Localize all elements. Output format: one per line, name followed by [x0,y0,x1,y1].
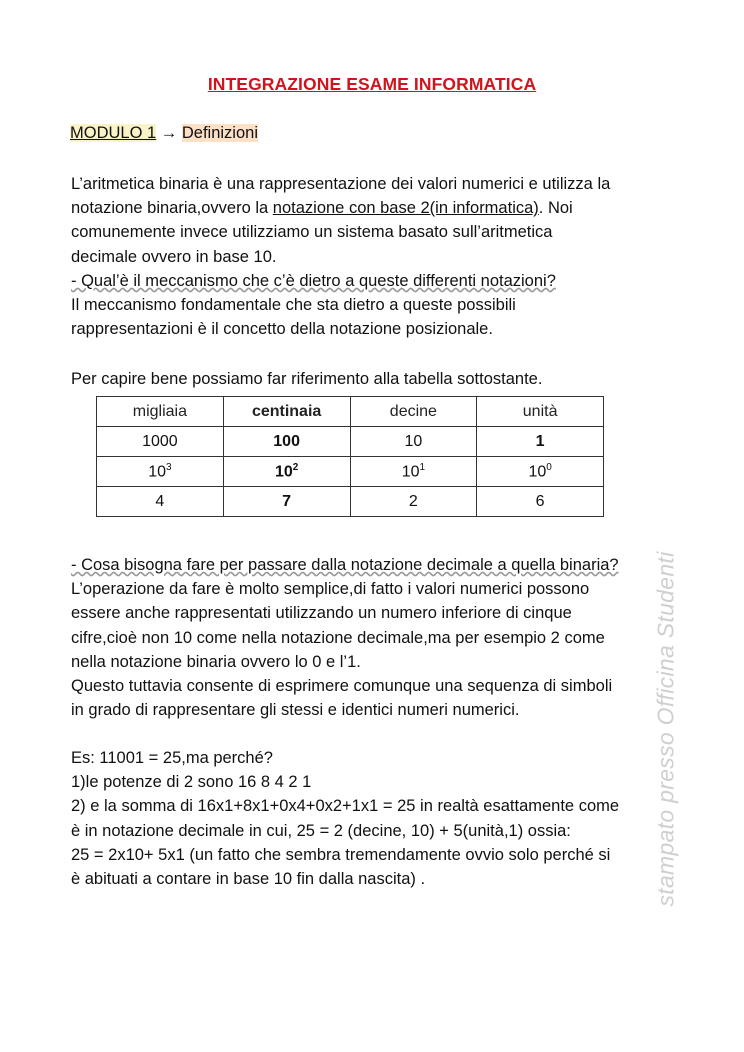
module-heading [70,124,258,143]
text-line: Il meccanismo fondamentale che sta dietro a queste possibili [71,296,516,315]
table-cell: 6 [477,487,604,517]
underlined-term: notazione con base 2(in informatica) [272,199,539,218]
table-row [97,457,604,487]
text-line: decimale ovvero in base 10. [71,247,277,266]
text-line: Per capire bene possiamo far riferimento alla tabella sottostante. [71,370,543,388]
power-base: 10 [274,463,293,481]
text-line: Es: 11001 = 25,ma perché? [71,749,273,767]
table-header-cell: decine [350,397,477,427]
table-header-cell: unità [477,397,604,427]
table-cell: 2 [350,487,477,517]
text-line: comunemente invece utilizziamo un sistema basato sull’aritmetica [71,223,553,242]
power-exponent: 2 [292,461,299,473]
text-line: è in notazione decimale in cui, 25 = 2 (decine, 10) + 5(unità,1) ossia: [71,821,571,840]
text-line: rappresentazioni è il concetto della notazione posizionale. [71,320,493,339]
text-segment: . Noi [538,199,573,218]
watermark-text: stampato presso Officina Studenti [652,551,679,907]
text-line: 25 = 2x10+ 5x1 (un fatto che sembra tremendamente ovvio solo perché si [71,845,611,864]
table-cell: 4 [97,487,224,517]
text-line: 2) e la somma di 16x1+8x1+0x4+0x2+1x1 = 25 in realtà esattamente come [71,797,620,816]
text-line: essere anche rappresentati utilizzando un numero inferiore di cinque [71,604,572,623]
table-cell: 1000 [97,427,224,457]
power-exponent: 0 [546,461,552,473]
table-header-cell: migliaia [97,397,224,427]
text-line: Questo tuttavia consente di esprimere comunque una sequenza di simboli [71,677,613,696]
module-topic: Definizioni [181,124,258,142]
positional-table [96,396,604,517]
table-header-cell: centinaia [223,397,350,427]
table-row [97,487,604,517]
power-base: 10 [528,463,547,481]
text-line: è abituati a contare in base 10 fin dalla nascita) . [71,870,426,889]
power-base: 10 [148,463,166,481]
power-exponent: 1 [419,461,426,473]
text-segment: notazione binaria,ovvero la [71,199,273,218]
table-cell [97,457,224,487]
table-cell [223,457,350,487]
power-exponent: 3 [165,461,172,473]
arrow-icon: → [160,124,178,142]
text-line: in grado di rappresentare gli stessi e identici numeri numerici. [71,701,520,720]
text-line: nella notazione binaria ovvero lo 0 e l’1. [71,652,361,671]
question-line: - Cosa bisogna fare per passare dalla notazione decimale a quella binaria? [71,556,619,574]
text-line: 1)le potenze di 2 sono 16 8 4 2 1 [71,773,312,792]
text-line: L’aritmetica binaria è una rappresentazione dei valori numerici e utilizza la [71,175,611,193]
power-base: 10 [401,463,420,481]
table-cell [477,457,604,487]
question-line: - Qual’è il meccanismo che c’è dietro a queste differenti notazioni? [71,271,556,290]
table-cell: 100 [223,427,350,457]
paragraph-binary [71,553,681,722]
table-cell: 10 [350,427,477,457]
text-line: cifre,cioè non 10 come nella notazione decimale,ma per esempio 2 come [71,628,605,647]
table-cell [350,457,477,487]
paragraph-table-intro [71,367,681,391]
table-row [97,427,604,457]
text-line [71,196,681,220]
table-cell: 7 [223,487,350,517]
module-label: MODULO 1 [70,124,157,142]
table-cell: 1 [477,427,604,457]
table-row [97,397,604,427]
paragraph-intro [71,172,681,341]
text-line: L’operazione da fare è molto semplice,di fatto i valori numerici possono [71,580,590,599]
document-title: INTEGRAZIONE ESAME INFORMATICA [207,74,537,94]
paragraph-example [71,746,681,891]
watermark [650,538,682,920]
